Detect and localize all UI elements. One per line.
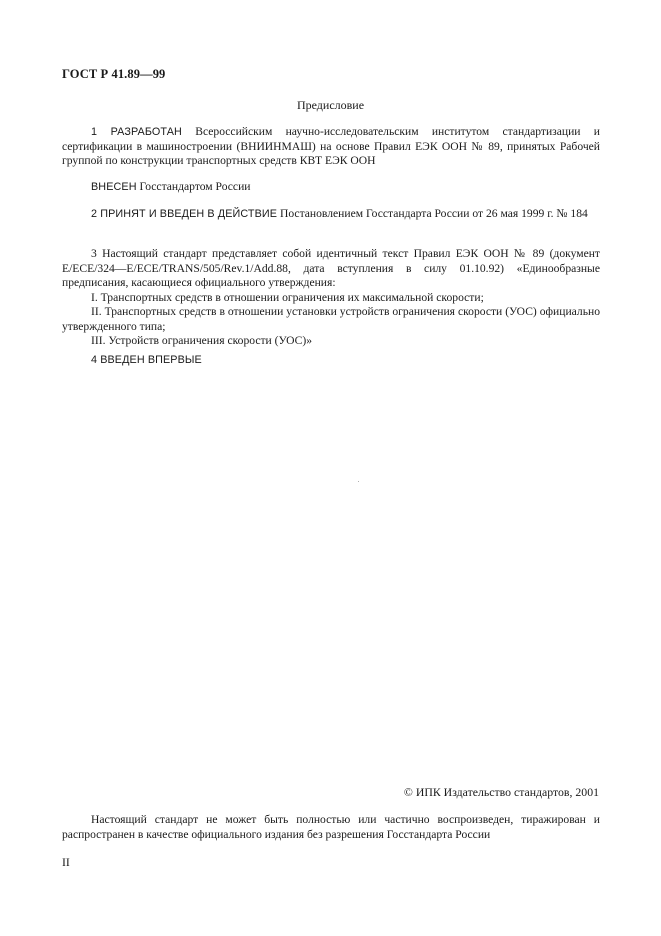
preface-title: Предисловие xyxy=(296,98,365,112)
item3-list-item: III. Устройств ограничения скорости (УОС)» xyxy=(91,334,313,347)
document-code: ГОСТ Р 41.89—99 xyxy=(62,67,166,81)
item4-text: 4 ВВЕДЕН ВПЕРВЫЕ xyxy=(91,354,202,366)
item1-lead: 1 РАЗРАБОТАН xyxy=(91,126,182,138)
copyright-line: © ИПК Издательство стандартов, 2001 xyxy=(403,785,599,799)
item2-lead: 2 ПРИНЯТ И ВВЕДЕН В ДЕЙСТВИЕ xyxy=(91,208,278,220)
item2-text: Постановлением Госстандарта России от 26 мая 1999 г. № 184 xyxy=(277,207,588,220)
preface-introduced xyxy=(62,180,600,195)
preface-item-1 xyxy=(62,125,600,169)
reproduction-notice: Настоящий стандарт не может быть полностью или частично воспроизведен, тиражирован и распространен в качестве официального издания без разрешения Госстандарта России xyxy=(62,813,600,841)
preface-item-4 xyxy=(62,353,600,368)
item3-text: 3 Настоящий стандарт представляет собой идентичный текст Правил ЕЭК ООН № 89 (документ E/ECE/324—E/ECE/TRANS/505/Rev.1/Add.88, дата вступления в силу 01.10.92) «Единообразные предписания, касающиеся официального утверждения: xyxy=(62,247,600,289)
item3-list-item: I. Транспортных средств в отношении ограничения их максимальной скорости; xyxy=(91,290,484,304)
page-number: II xyxy=(62,855,70,869)
introduced-lead: ВНЕСЕН xyxy=(91,181,137,193)
item3-list-item: II. Транспортных средств в отношении установки устройств ограничения скорости (УОС) официально утвержденного типа; xyxy=(62,305,600,333)
preface-item-2 xyxy=(62,207,600,222)
preface-item-3 xyxy=(62,247,600,349)
item1-text: Всероссийским научно-исследовательским институтом стандартизации и сертификации в машиностроении (ВНИИНМАШ) на основе Правил ЕЭК ООН № 89, принятых Рабочей группой по конструкции транспортных средств КВТ ЕЭК ООН xyxy=(62,125,600,167)
scan-speck xyxy=(358,481,359,482)
introduced-text: Госстандартом России xyxy=(136,180,251,193)
